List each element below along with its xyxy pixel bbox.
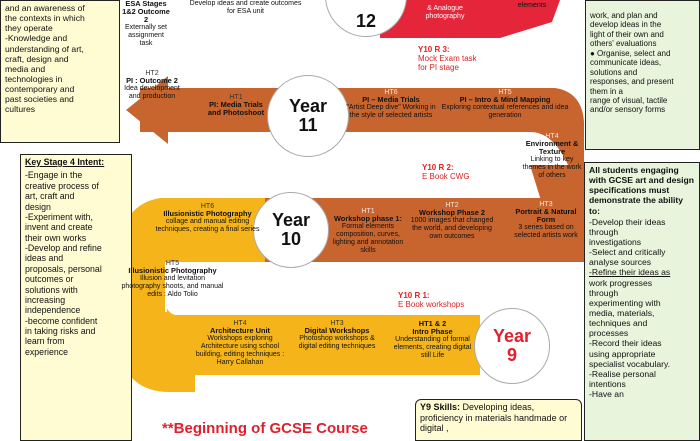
stage-elements <box>512 2 552 10</box>
ht5-ill-text: Illusion and levitation photography shoots, and manual edits : Aldo Tolio <box>121 275 224 298</box>
ability-line: techniques and <box>589 318 648 329</box>
y10-r3-note <box>418 45 508 73</box>
knowledge-line: and an awareness of <box>5 3 85 13</box>
knowledge-line: contemporary and <box>5 84 75 95</box>
intent-line: invent and create <box>25 222 93 233</box>
ht1-pi-title: PI: Media Trials and Photoshoot <box>207 100 265 118</box>
year10-number: 10 <box>280 229 302 249</box>
stage-ht1-pi <box>205 94 267 117</box>
stage-ht12-intro <box>390 320 475 360</box>
intent-line: their own works <box>25 232 87 243</box>
ht1-wp1-tag: HT1 <box>361 208 375 215</box>
objective-line: them in a <box>590 86 623 96</box>
ability-line: investigations <box>589 236 642 247</box>
intent-line: increasing <box>25 294 66 305</box>
intent-line: -become confident <box>25 315 98 326</box>
ht6-pi-tag: HT6 <box>384 89 398 96</box>
objective-line: light of their own and <box>590 29 664 39</box>
stage-ht6-pi <box>346 89 436 120</box>
objective-line: responses, and present <box>590 77 674 87</box>
stage-analogue <box>410 5 480 21</box>
ht5-pi-tag: HT5 <box>498 89 512 96</box>
ability-line: using appropriate <box>589 348 656 359</box>
ability-line: analyse sources <box>589 257 652 268</box>
ability-line: -Have an <box>589 389 624 400</box>
esa-text: Externally set assignment task <box>124 24 168 48</box>
knowledge-line: the contexts in which <box>5 13 85 24</box>
objective-line: work, and plan and <box>590 11 658 20</box>
ht6-ill-text: collage and manual editing techniques, creating a final series <box>155 218 260 233</box>
intent-line: art, craft and <box>25 191 75 202</box>
ht5-ill-tag: HT5 <box>165 260 180 267</box>
intent-line: proposals, personal <box>25 263 102 274</box>
stage-ht4-env <box>520 133 584 180</box>
intent-line: design <box>25 201 51 212</box>
ht2-wp2-tag: HT2 <box>445 202 459 209</box>
intent-line: ideas and <box>25 253 64 264</box>
ability-line: -Record their ideas <box>589 338 662 349</box>
ht2-pi-title: PI : Outcome 2 <box>126 76 178 85</box>
ability-line: through <box>589 287 619 298</box>
analogue-text: & Analogue photography <box>425 5 465 20</box>
objective-line: solutions and <box>590 67 638 77</box>
intent-line: creative process of <box>25 180 99 191</box>
ability-line: specialist vocabulary. <box>589 358 671 369</box>
ht3-dig-tag: HT3 <box>330 320 344 327</box>
esa-top-text: Develop ideas and create outcomes for ESA unit <box>189 0 302 15</box>
ht2-wp2-text: 1000 images that changed the world, and developing own outcomes <box>410 217 494 240</box>
stage-ht1-wp1 <box>328 208 408 254</box>
year11-circle <box>267 75 349 157</box>
ht4-arch-text: Workshops exploring Architecture using school building, editing techniques : Harry Callahan <box>195 335 285 366</box>
stage-ht4-arch <box>190 320 290 366</box>
intent-line: experience <box>25 346 69 357</box>
objective-line: ● Organise, select and <box>590 48 671 58</box>
abilities-heading: All students engaging with GCSE art and design specifications must demonstrate the ability to: <box>589 165 695 216</box>
ht6-pi-title: PI – Media Trials <box>362 95 420 104</box>
ht1-wp1-text: Formal elements composition, curves, lighting and annotation skills <box>332 223 404 254</box>
stage-esa-top <box>188 0 303 16</box>
ht3-portrait-text: 3 series based on selected artists work <box>514 224 578 240</box>
ht12-intro-text: Understanding of formal elements, creating digital still Life <box>393 336 472 359</box>
ht6-ill-title: Illusionistic Photography <box>163 209 252 218</box>
stage-ht2-pi <box>124 70 180 101</box>
year11-label: Year <box>288 96 328 117</box>
intent-box <box>20 154 132 441</box>
ht4-arch-tag: HT4 <box>233 320 247 327</box>
ht2-pi-text: Idea development and production <box>124 85 180 100</box>
knowledge-line: understanding of art, <box>5 43 84 54</box>
intent-line: outcomes or <box>25 274 74 285</box>
ability-line: -Realise personal <box>589 368 656 379</box>
intent-line: in taking risks and <box>25 326 96 336</box>
knowledge-line: cultures <box>5 104 36 115</box>
knowledge-line: -Knowledge and <box>5 33 68 44</box>
r2-text: E Book CWG <box>422 172 470 182</box>
y9-skills-box <box>415 399 582 441</box>
ht6-ill-tag: HT6 <box>200 203 215 210</box>
ht5-ill-title: Illusionistic Photography <box>128 266 217 275</box>
ht12-intro-title: Intro Phase <box>412 327 453 337</box>
objective-line: develop ideas in the <box>590 20 662 30</box>
intent-line: solutions with <box>25 284 78 295</box>
ability-line: -Select and critically <box>589 247 666 258</box>
objective-line: communicate ideas, <box>590 58 662 68</box>
ht6-pi-text: "Artist Deep dive" Working in the style of selected artists <box>346 104 436 119</box>
objective-line: and/or sensory forms <box>590 105 666 115</box>
ht3-dig-text: Photoshop workshops & digital editing techniques <box>298 335 376 350</box>
ability-line: experimenting with <box>589 297 661 308</box>
year10-circle <box>253 192 329 268</box>
intent-line: independence <box>25 305 81 316</box>
ht4-env-text: Linking to key themes in the work of others <box>522 156 582 179</box>
intent-line: -Experiment with, <box>25 211 93 222</box>
objective-line: others' evaluations <box>590 39 657 49</box>
knowledge-line: media and <box>5 63 46 74</box>
ability-line: work progresses <box>589 277 653 288</box>
y10-r1-note <box>398 291 488 309</box>
r1-title: Y10 R 1: <box>398 291 430 300</box>
r3-text2: for PI stage <box>418 63 459 73</box>
y9-skills-label: Y9 Skills: <box>420 402 461 412</box>
year9-label: Year <box>492 326 532 347</box>
ability-line: media, materials, <box>589 307 655 318</box>
stage-esa <box>122 0 170 48</box>
ability-line: processes <box>589 328 629 339</box>
ht1-pi-tag: HT1 <box>229 94 243 101</box>
r3-text: Mock Exam task <box>418 54 477 64</box>
year12-number: 12 <box>355 10 377 31</box>
r2-title: Y10 R 2: <box>422 163 454 172</box>
y10-r2-note <box>422 163 502 181</box>
ht12-intro-tag: HT1 & 2 <box>418 319 447 328</box>
esa-title: ESA Stages 1&2 Outcome 2 <box>122 0 170 25</box>
stage-ht6-ill <box>155 203 260 234</box>
ht5-pi-text: Exploring contextual references and idea generation <box>441 104 569 119</box>
year9-number: 9 <box>506 345 517 365</box>
ht2-wp2-title: Workshop Phase 2 <box>419 208 485 217</box>
year10-label: Year <box>271 210 311 231</box>
ht5-pi-title: PI – Intro & Mind Mapping <box>459 95 551 104</box>
ht1-wp1-title: Workshop phase 1: <box>333 214 403 223</box>
knowledge-line: past societies and <box>5 94 74 105</box>
ht4-env-title: Environment & Texture <box>525 139 579 157</box>
intent-line: -Engage in the <box>25 170 83 181</box>
ability-line: intentions <box>589 378 626 389</box>
r3-title: Y10 R 3: <box>418 45 450 54</box>
stage-ht5-pi <box>440 89 570 120</box>
stage-ht3-dig <box>292 320 382 351</box>
y9-skills-text: Developing ideas, proficiency in materials handmade or digital , <box>420 402 568 434</box>
ht3-dig-title: Digital Workshops <box>304 326 370 335</box>
intent-line: learn from <box>25 336 65 347</box>
year9-circle <box>474 308 550 384</box>
ht2-pi-tag: HT2 <box>145 70 159 77</box>
objective-line: range of visual, tactile <box>590 95 668 105</box>
stage-ht5-ill <box>120 260 225 299</box>
year11-number: 11 <box>298 115 318 135</box>
elements-text: elements <box>517 2 547 9</box>
intent-heading: Key Stage 4 Intent: <box>25 157 105 167</box>
knowledge-line: they operate <box>5 23 53 34</box>
ht3-portrait-tag: HT3 <box>539 201 553 208</box>
knowledge-box <box>0 0 120 143</box>
intent-line: -Develop and refine <box>25 243 102 253</box>
gcse-abilities-box <box>584 162 700 441</box>
stage-ht2-wp2 <box>408 202 496 241</box>
ht3-portrait-title: Portrait & Natural Form <box>515 207 577 225</box>
year11-band <box>150 40 355 70</box>
knowledge-line: technologies in <box>5 73 63 84</box>
r1-text: E Book workshops <box>398 300 465 310</box>
course-title: **Beginning of GCSE Course <box>162 420 368 437</box>
ht4-arch-title: Architecture Unit <box>210 326 270 335</box>
ability-line: -Develop their ideas <box>589 216 666 227</box>
stage-ht3-portrait <box>510 201 582 240</box>
ability-line: -Refine their ideas as <box>589 267 671 278</box>
knowledge-line: craft, design and <box>5 53 69 64</box>
ht4-env-tag: HT4 <box>545 133 559 140</box>
ability-line: through <box>589 226 619 237</box>
assessment-objectives-box <box>585 0 700 150</box>
